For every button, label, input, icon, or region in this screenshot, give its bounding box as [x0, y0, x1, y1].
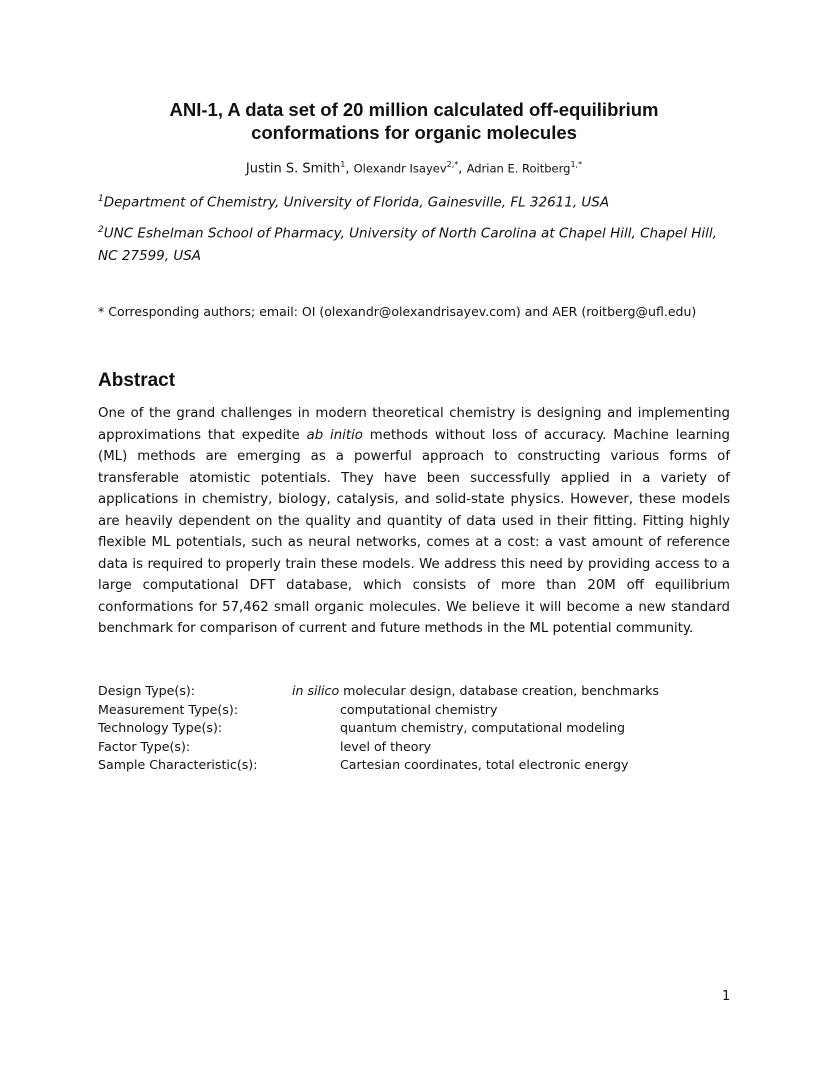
metadata-label: Design Type(s): [98, 683, 196, 698]
abstract-paragraph [98, 403, 730, 640]
metadata-value-text: molecular design, database creation, benchmarks [339, 683, 659, 698]
author-affil-mark: 2,* [446, 160, 459, 169]
metadata-row-factor [98, 738, 738, 757]
affiliation-2 [98, 219, 738, 267]
abstract-body [98, 403, 730, 640]
metadata-value: quantum chemistry, computational modeling [340, 720, 625, 735]
abstract-italic-term: ab initio [306, 427, 363, 443]
corresponding-authors-note: * Corresponding authors; email: OI (olexandr@olexandrisayev.com) and AER (roitberg@ufl.edu) [98, 304, 697, 319]
metadata-label: Measurement Type(s): [98, 701, 239, 717]
author-affil-mark: 1 [340, 160, 346, 169]
metadata-label: Factor Type(s): [98, 738, 191, 754]
author-name: Adrian E. Roitberg [466, 161, 571, 176]
abstract-heading: Abstract [98, 370, 176, 391]
metadata-row-technology [98, 719, 738, 738]
page-number: 1 [722, 989, 731, 1004]
metadata-value: Cartesian coordinates, total electronic energy [340, 757, 629, 772]
author-list [98, 156, 730, 178]
metadata-row-design [98, 682, 738, 701]
metadata-label: Technology Type(s): [98, 720, 223, 735]
metadata-value: level of theory [340, 738, 432, 754]
author-affil-mark: 1,* [570, 160, 583, 169]
abstract-text-part-2: methods without loss of accuracy. Machine learning (ML) methods are emerging as a powerful approach to constructing various forms of transferable atomistic potentials. They have been successfully applied in a variety of applications in chemistry, biology, catalysis, and solid-state physics. However, these models are heavily dependent on the quality and quantity of data used in their fitting. Fitting highly flexible ML potentials, such as neural networks, comes at a cost: a vast amount of reference data is required to properly train these models. We address this need by providing access to a large computational DFT database, which consists of more than 20M off equilibrium conformations for 57,462 small organic molecules. We believe it will become a new standard benchmark for comparison of current and future methods in the ML potential community. [98, 427, 730, 636]
abstract-text-part-1: One of the grand challenges in modern theoretical chemistry is designing and implementing approximations that expedite [98, 406, 730, 443]
affiliation-mark: 1 [98, 194, 104, 204]
author-name: Justin S. Smith [245, 161, 341, 177]
affiliation-text: UNC Eshelman School of Pharmacy, University of North Carolina at Chapel Hill, Chapel Hill, NC 27599, USA [98, 225, 717, 264]
metadata-value: computational chemistry [340, 701, 498, 717]
author-separator: , [458, 161, 467, 177]
metadata-table [98, 682, 738, 775]
metadata-row-sample [98, 756, 738, 775]
metadata-label: Sample Characteristic(s): [98, 757, 258, 772]
affiliation-mark: 2 [98, 225, 104, 235]
title-line-1: ANI-1, A data set of 20 million calculated off-equilibrium [169, 99, 659, 120]
metadata-row-measurement [98, 701, 738, 720]
author-separator: , [345, 161, 354, 177]
author-name: Olexandr Isayev [353, 161, 447, 176]
metadata-value [292, 682, 659, 701]
paper-title [98, 98, 730, 144]
title-line-2: conformations for organic molecules [251, 122, 577, 143]
metadata-italic-term: in silico [292, 683, 340, 698]
affiliation-text: Department of Chemistry, University of Florida, Gainesville, FL 32611, USA [103, 194, 610, 211]
affiliation-1 [98, 188, 738, 214]
